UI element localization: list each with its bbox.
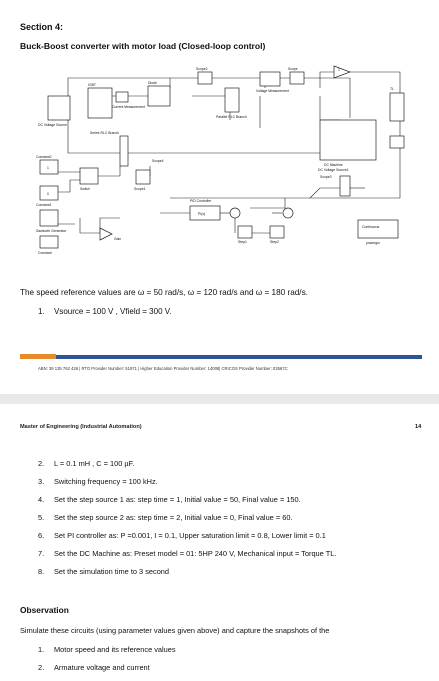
dc-machine-block [320,120,376,160]
sum2-block [283,208,293,218]
scope2-block [198,72,212,84]
observation-text: Simulate these circuits (using parameter values given above) and capture the snapshots of the [20,626,330,635]
observation-heading: Observation [20,605,69,615]
abn-footer-text: ABN: 39 135 762 426 | RTO Provider Number: 51971 | Higher Education Provider Number: 14008| CRICOS Provider Number: 03567C [38,366,288,371]
current-meas-label: Current Measurement [112,105,145,109]
page-gap [0,394,439,404]
dc-source-label: DC Voltage Source [38,123,67,127]
igbt-block [88,88,112,118]
powergui-block [358,220,398,238]
list-item: 3. Switching frequency = 100 kHz. [38,477,158,486]
voltage-meas-label: Voltage Measurement [256,89,289,93]
gain-triangle [334,66,350,78]
footer-color-bar [20,354,422,360]
scope-block [290,72,304,84]
scope3-block [390,136,404,148]
speed-reference-text: The speed reference values are ω = 50 rad/s, ω = 120 rad/s and ω = 180 rad/s. [20,288,308,297]
list-item: 2. Armature voltage and current [38,663,150,672]
series-rlc-label: Series RLC Branch [90,131,120,135]
series-rlc-block [120,136,128,166]
diode-label: Diode [148,81,157,85]
constant1-value: 0 [47,192,49,196]
scope1-block [136,170,150,184]
section-heading: Section 4: [20,22,64,32]
scope4-label: Scope4 [152,159,164,163]
tl-block [390,93,404,121]
list-item: 5. Set the step source 2 as: step time = 2, Initial value = 0, Final value = 60. [38,513,293,522]
igbt-label: IGBT [88,83,96,87]
switch-block [80,168,98,184]
gain-label: Gain [114,237,122,241]
constant-block [40,236,58,248]
footer-orange-segment [20,354,56,359]
dc-source1-label: DC Voltage Source1 [318,168,349,172]
pid-block-text: PI(s) [198,212,206,216]
sawtooth-label: Sawtooth Generator [36,229,67,233]
parallel-rlc-label: Parallel RLC Branch [216,115,247,119]
step1-label: Step1 [238,240,247,244]
list-item: 7. Set the DC Machine as: Preset model = 01: 5HP 240 V, Mechanical input = Torque TL. [38,549,337,558]
step1-block [238,226,252,238]
list-item: 4. Set the step source 1 as: step time = 1, Initial value = 50, Final value = 150. [38,495,301,504]
powergui-label: powergui [366,241,380,245]
sawtooth-block [40,210,58,226]
dc-machine-label: DC Machine [324,163,343,167]
step2-label: Step2 [270,240,279,244]
voltage-meas-block [260,72,280,86]
gain2-triangle [100,228,112,240]
constant2-block [40,160,58,174]
tl-label: TL [390,87,394,91]
scope1-label: Scope1 [134,187,146,191]
constant-label: Constant [38,251,52,255]
scope3-label: Scope3 [320,175,332,179]
simulink-diagram [20,58,422,274]
current-meas-block [116,92,128,102]
list-item: 6. Set PI controller as: P =0.001, I = 0.1, Upper saturation limit = 0.8, Lower limit = 0.1 [38,531,326,540]
list-item: 1. Vsource = 100 V , Vfield = 300 V. [38,307,172,316]
page-number: 14 [415,424,422,430]
constant2-label: Constant2 [36,155,52,159]
scope-label: Scope [288,67,298,71]
step2-block [270,226,284,238]
list-item: 8. Set the simulation time to 3 second [38,567,170,576]
scope2-label: Scope2 [196,67,208,71]
constant1-block [40,186,58,200]
pid-controller-label: PID Controller [190,199,212,203]
list-item: 1. Motor speed and its reference values [38,645,176,654]
list-item: 2. L = 0.1 mH , C = 100 µF. [38,459,135,468]
constant1-label: Constant1 [36,203,52,207]
parallel-rlc-block [225,88,239,112]
section-subtitle: Buck-Boost converter with motor load (Closed-loop control) [20,41,266,51]
switch-label: Switch [80,187,90,191]
mosfet-block [340,176,350,196]
diode-block [148,86,170,106]
page-header: Master of Engineering (Industrial Automation) [20,424,142,430]
gain-block-text: 1 [338,68,340,72]
footer-blue-segment [56,355,422,359]
dc-source-block [48,96,70,120]
sum-block [230,208,240,218]
constant2-value: 1 [47,166,49,170]
continuous-label: Continuous [362,225,380,229]
